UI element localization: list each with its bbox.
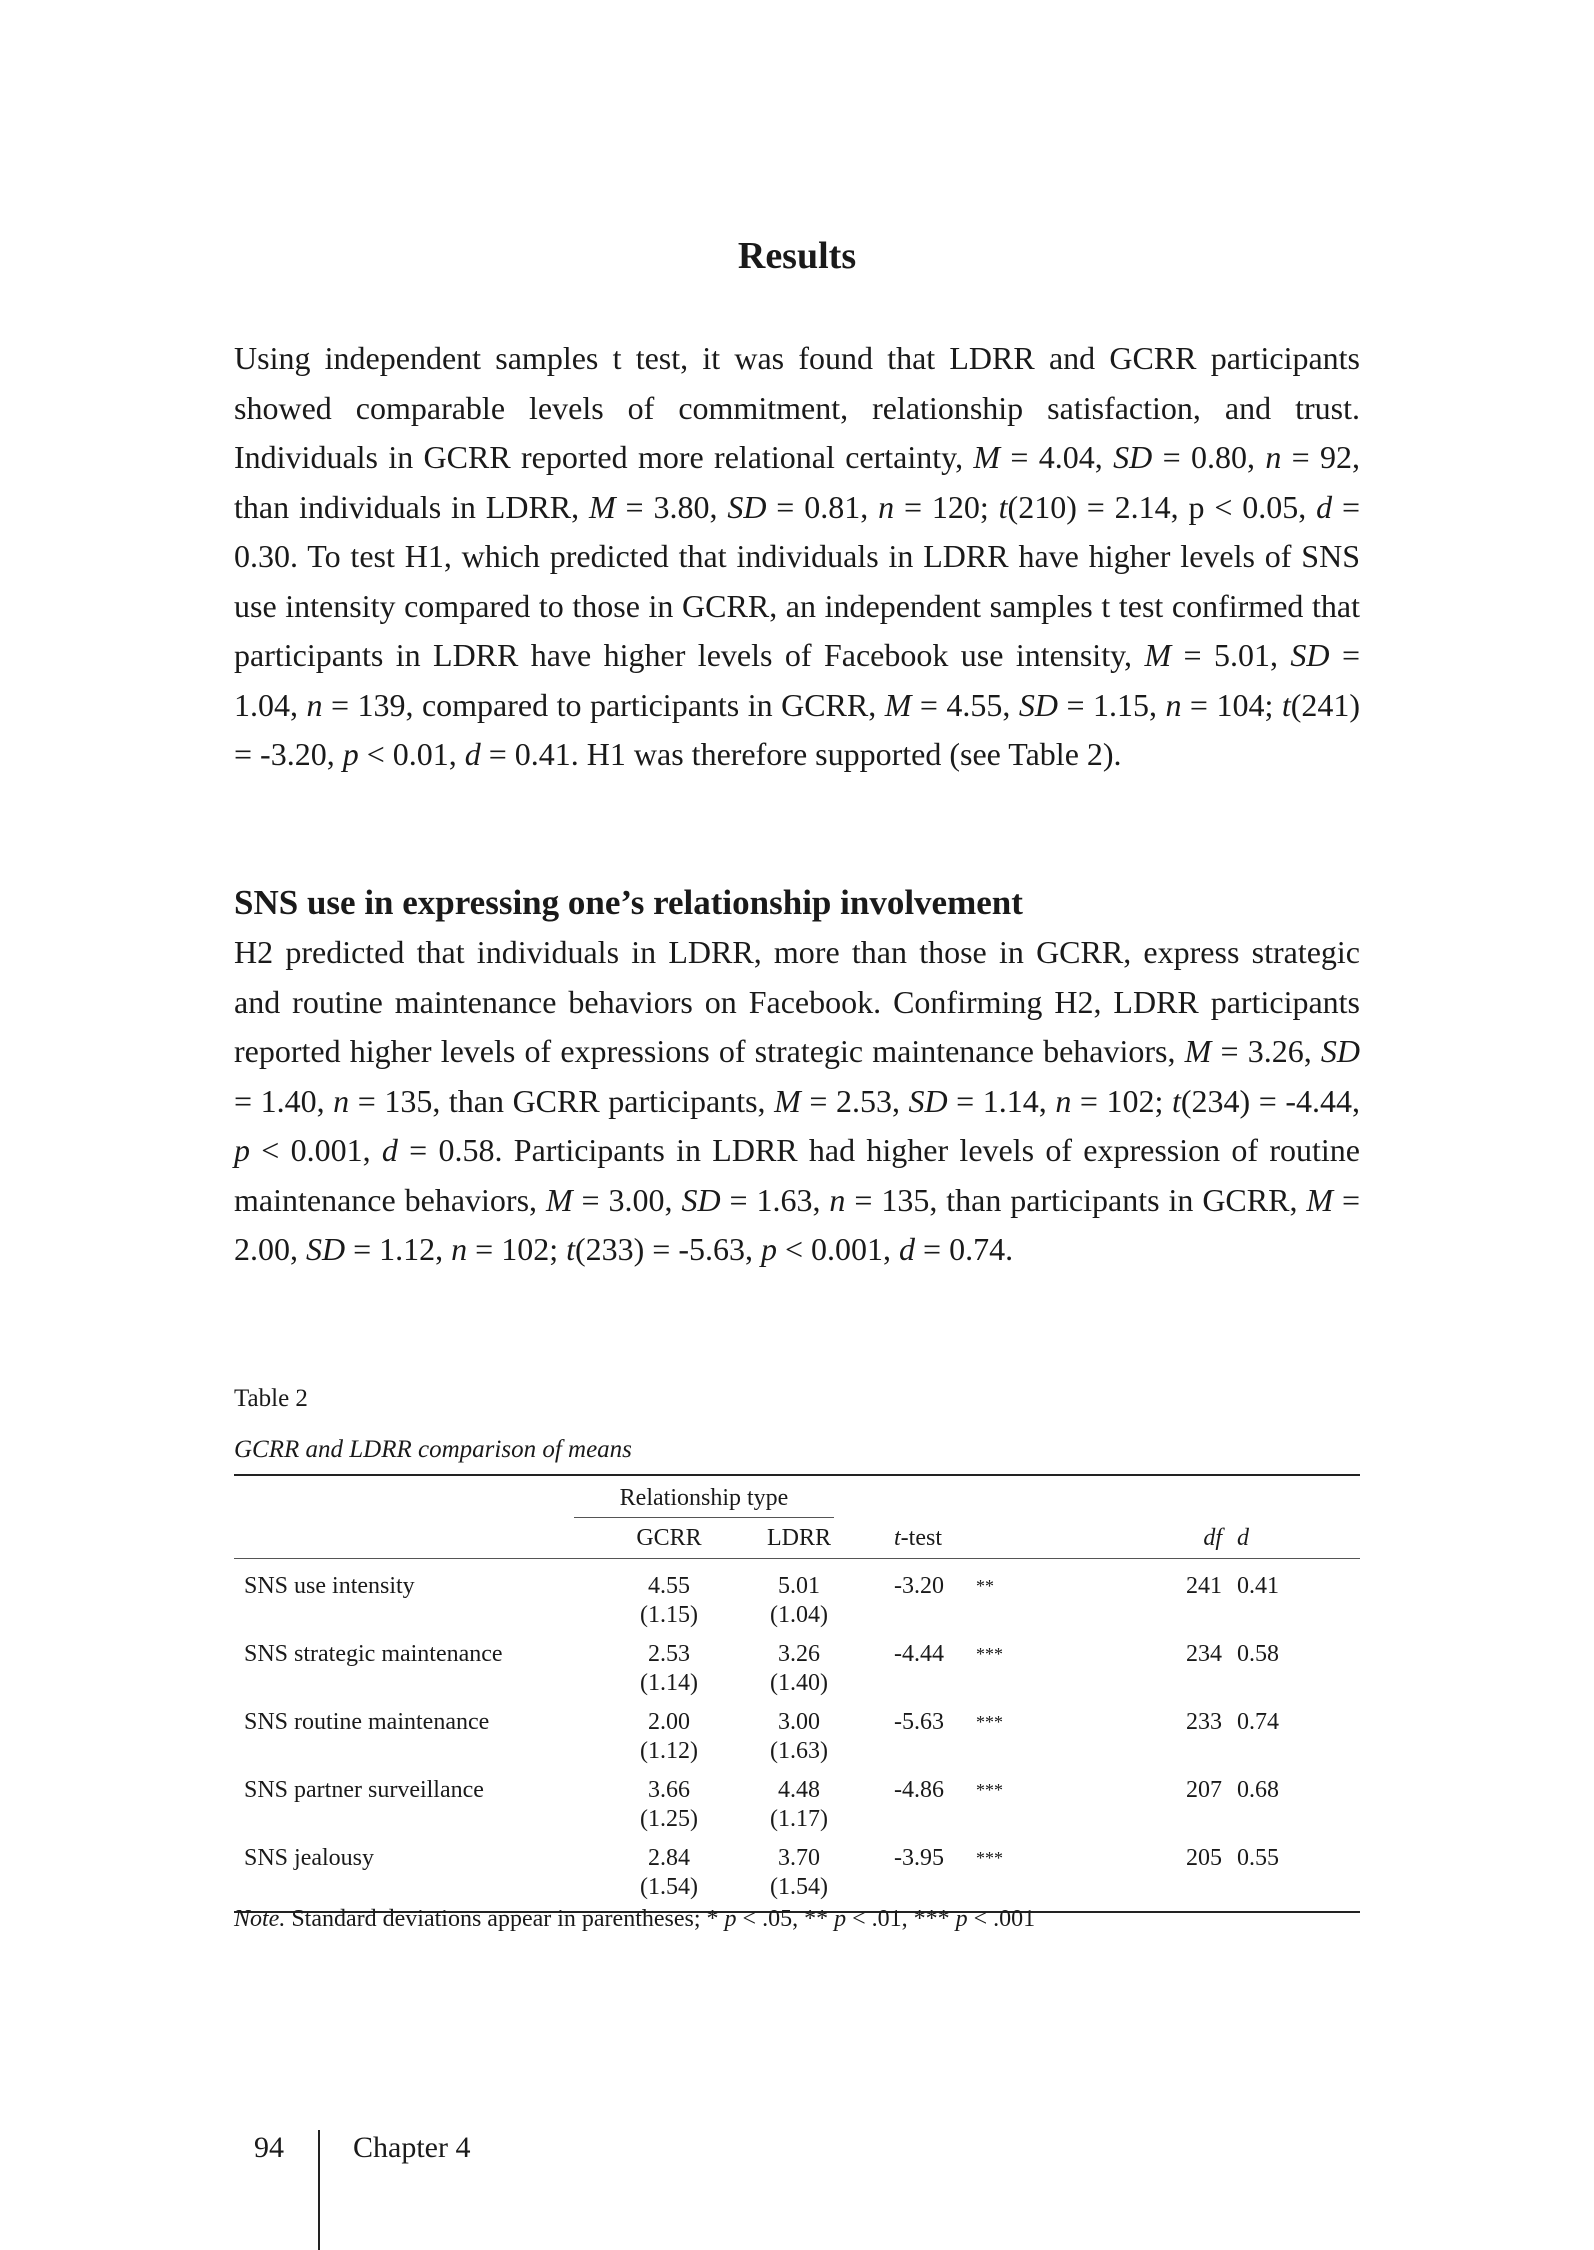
row-label: SNS jealousy: [244, 1845, 375, 1871]
table-row: [234, 1639, 1360, 1707]
significance-stars: ***: [976, 1644, 1003, 1664]
ldrr-sd: (1.40): [770, 1670, 828, 1696]
results-paragraph-2: H2 predicted that individuals in LDRR, more than those in GCRR, express strategic and routine maintenance behaviors on Facebook. Confirming H2, LDRR participants reported higher levels of expressions of strategic maintenance behaviors, M = 3.26, SD = 1.40, n = 135, than GCRR participants, M = 2.53, SD = 1.14, n = 102; t(234) = -4.44, p < 0.001, d = 0.58. Participants in LDRR had higher levels of expression of routine maintenance behaviors, M = 3.00, SD = 1.63, n = 135, than participants in GCRR, M = 2.00, SD = 1.12, n = 102; t(233) = -5.63, p < 0.001, d = 0.74.: [234, 934, 1361, 1267]
chapter-label: Chapter 4: [353, 2131, 471, 2164]
section-heading: Results: [737, 235, 857, 277]
group-header-relationship-type: Relationship type: [619, 1485, 789, 1511]
t-value: -4.44: [894, 1641, 944, 1667]
significance-stars: **: [976, 1576, 994, 1596]
row-label: SNS strategic maintenance: [244, 1641, 503, 1667]
column-header-t-test: t-test: [894, 1525, 942, 1551]
results-paragraph-1: Using independent samples t test, it was found that LDRR and GCRR participants showed comparable levels of commitment, relationship satisfaction, and trust. Individuals in GCRR reported more relational certainty, M = 4.04, SD = 0.80, n = 92, than individuals in LDRR, M = 3.80, SD = 0.81, n = 120; t(210) = 2.14, p < 0.05, d = 0.30. To test H1, which predicted that individuals in LDRR have higher levels of SNS use intensity compared to those in GCRR, an independent samples t test confirmed that participants in LDRR have higher levels of Facebook use intensity, M = 5.01, SD = 1.04, n = 139, compared to participants in GCRR, M = 4.55, SD = 1.15, n = 104; t(241) = -3.20, p < 0.01, d = 0.41. H1 was therefore supported (see Table 2).: [234, 340, 1361, 772]
gcrr-sd: (1.54): [640, 1874, 698, 1900]
df-value: 241: [1186, 1573, 1222, 1599]
comparison-table: [234, 1474, 1360, 1913]
significance-stars: ***: [976, 1712, 1003, 1732]
row-label: SNS routine maintenance: [244, 1709, 490, 1735]
row-label: SNS partner surveillance: [244, 1777, 484, 1803]
table-header: [234, 1476, 1360, 1559]
ldrr-mean: 3.00: [778, 1709, 820, 1735]
gcrr-sd: (1.15): [640, 1602, 698, 1628]
t-value: -3.95: [894, 1845, 944, 1871]
table-row: [234, 1843, 1360, 1911]
column-header-gcrr: GCRR: [636, 1525, 702, 1551]
effect-size-d: 0.55: [1237, 1845, 1279, 1871]
df-value: 234: [1186, 1641, 1222, 1667]
table-row: [234, 1571, 1360, 1639]
table-row: [234, 1775, 1360, 1843]
column-header-df: df: [1203, 1525, 1222, 1551]
df-value: 205: [1186, 1845, 1222, 1871]
t-value: -5.63: [894, 1709, 944, 1735]
footer-divider: [318, 2130, 320, 2250]
table-row: [234, 1707, 1360, 1775]
gcrr-mean: 2.00: [648, 1709, 690, 1735]
ldrr-sd: (1.04): [770, 1602, 828, 1628]
table-label: Table 2: [234, 1385, 308, 1412]
effect-size-d: 0.74: [1237, 1709, 1279, 1735]
table-body: [234, 1559, 1360, 1911]
row-label: SNS use intensity: [244, 1573, 415, 1599]
page-number: 94: [254, 2131, 284, 2164]
ldrr-mean: 3.70: [778, 1845, 820, 1871]
df-value: 233: [1186, 1709, 1222, 1735]
ldrr-mean: 3.26: [778, 1641, 820, 1667]
t-value: -3.20: [894, 1573, 944, 1599]
ldrr-mean: 5.01: [778, 1573, 820, 1599]
df-value: 207: [1186, 1777, 1222, 1803]
column-header-d: d: [1237, 1525, 1249, 1551]
table-note: Note. Standard deviations appear in parentheses; * p < .05, ** p < .01, *** p < .001: [234, 1906, 1036, 1932]
ldrr-sd: (1.63): [770, 1738, 828, 1764]
gcrr-mean: 2.84: [648, 1845, 690, 1871]
ldrr-sd: (1.54): [770, 1874, 828, 1900]
gcrr-mean: 2.53: [648, 1641, 690, 1667]
gcrr-sd: (1.25): [640, 1806, 698, 1832]
effect-size-d: 0.41: [1237, 1573, 1279, 1599]
gcrr-mean: 4.55: [648, 1573, 690, 1599]
significance-stars: ***: [976, 1848, 1003, 1868]
group-header-rule: [574, 1517, 834, 1518]
ldrr-mean: 4.48: [778, 1777, 820, 1803]
effect-size-d: 0.58: [1237, 1641, 1279, 1667]
subsection-heading: SNS use in expressing one’s relationship involvement: [234, 883, 1023, 922]
gcrr-sd: (1.12): [640, 1738, 698, 1764]
ldrr-sd: (1.17): [770, 1806, 828, 1832]
t-value: -4.86: [894, 1777, 944, 1803]
effect-size-d: 0.68: [1237, 1777, 1279, 1803]
gcrr-sd: (1.14): [640, 1670, 698, 1696]
gcrr-mean: 3.66: [648, 1777, 690, 1803]
significance-stars: ***: [976, 1780, 1003, 1800]
table-caption: GCRR and LDRR comparison of means: [234, 1436, 632, 1463]
column-header-ldrr: LDRR: [766, 1525, 831, 1551]
